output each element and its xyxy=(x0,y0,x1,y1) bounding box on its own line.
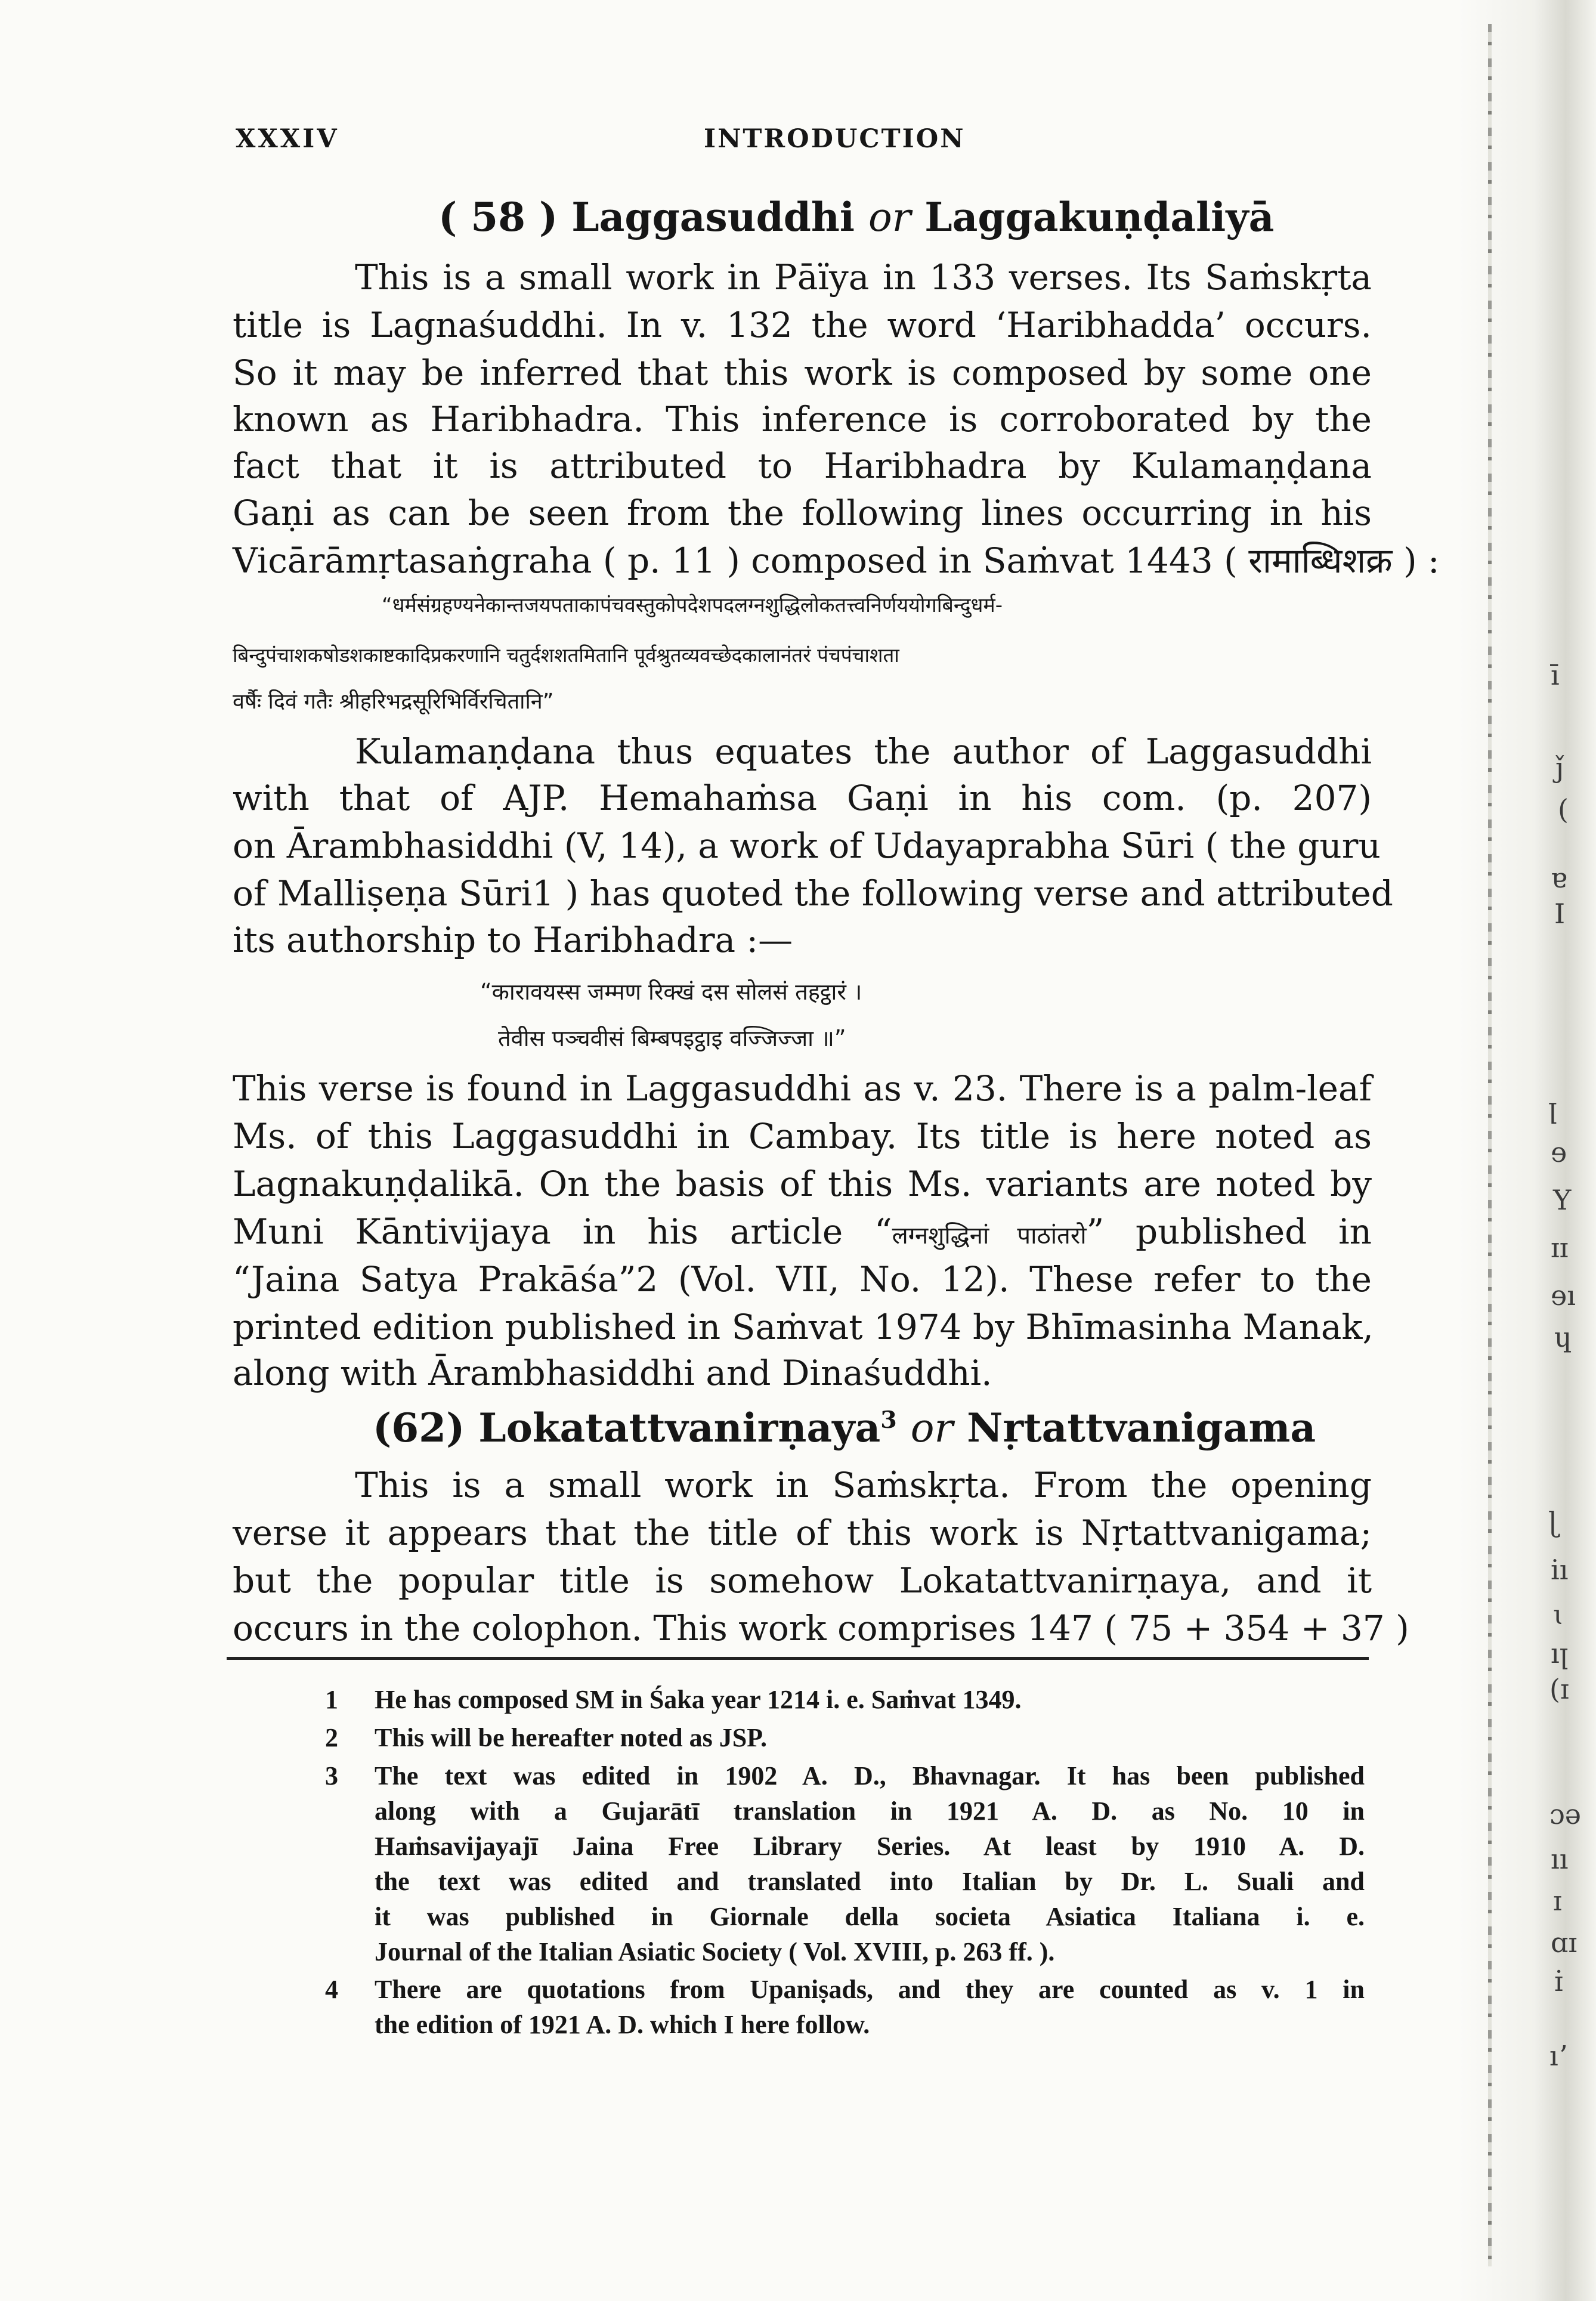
footnote-number: 4 xyxy=(325,1975,338,2004)
bleed-mark: ɪ̇ xyxy=(1554,1965,1563,1997)
bleed-mark: ɪɪ xyxy=(1551,1232,1569,1264)
bleed-mark: ɑɪ xyxy=(1551,1926,1578,1959)
body-line: Ms. of this Laggasuddhi in Cambay. Its title is here noted as xyxy=(233,1116,1372,1156)
body-line: printed edition published in Saṁvat 1974 by Bhīmasinha Manak, xyxy=(233,1307,1374,1347)
bleed-mark: (ɪ xyxy=(1549,1673,1569,1705)
footnote-text: He has composed SM in Śaka year 1214 i. e. Saṁvat 1349. xyxy=(375,1685,1022,1714)
body-line: This is a small work in Pāïya in 133 verses. Its Saṁskṛta xyxy=(355,257,1372,298)
footnote-rule xyxy=(227,1657,1369,1660)
devanagari-title: लग्नशुद्धिनां पाठांतरो xyxy=(892,1222,1087,1250)
footnote-text: Haṁsavijayajī Jaina Free Library Series. At least by 1910 A. D. xyxy=(375,1832,1365,1861)
body-line: of Malliṣeṇa Sūri1 ) has quoted the following verse and attributed xyxy=(233,873,1393,914)
section-title-alt: Laggakuṇḍaliyā xyxy=(924,194,1275,240)
section-number: ( 58 ) xyxy=(438,194,558,240)
body-text: ” published in xyxy=(1086,1211,1372,1252)
footnote-text: it was published in Giornale della societa Asiatica Italiana i. e. xyxy=(375,1902,1365,1931)
body-line: “Jaina Satya Prakāśa”2 (Vol. VII, No. 12). These refer to the xyxy=(233,1259,1372,1300)
bleed-mark: ɪ xyxy=(1553,1885,1562,1917)
bleed-mark: ī xyxy=(1551,659,1560,691)
section-heading-58 xyxy=(438,194,1274,240)
body-line: Gaṇi as can be seen from the following lines occurring in his xyxy=(233,493,1372,533)
footnote-text: There are quotations from Upaniṣads, and they are counted as v. 1 in xyxy=(375,1975,1365,2004)
bleed-mark: ıʼ xyxy=(1549,2040,1567,2072)
page-edge-shadow xyxy=(1488,24,1492,2266)
body-line: Kulamaṇḍana thus equates the author of Laggasuddhi xyxy=(355,731,1372,772)
bleed-mark: ıı xyxy=(1551,1843,1569,1875)
bleed-mark: iı xyxy=(1551,1554,1569,1586)
body-line: Lagnakuṇḍalikā. On the basis of this Ms. variants are noted by xyxy=(233,1164,1372,1204)
bleed-mark: ɘ xyxy=(1551,1136,1567,1168)
section-title: Lokatattvanirṇaya xyxy=(478,1405,881,1451)
prakrit-verse-line: तेवीस पञ्चवीसं बिम्बपइट्ठाइ वज्जिज्जा ॥” xyxy=(498,1025,846,1051)
bleed-mark: ıꞁ xyxy=(1551,1637,1569,1669)
running-title: INTRODUCTION xyxy=(704,124,966,154)
body-line: occurs in the colophon. This work comprises 147 ( 75 + 354 + 37 ) xyxy=(233,1608,1409,1649)
body-line: known as Haribhadra. This inference is corroborated by the xyxy=(233,399,1372,440)
body-line: Vicārāmṛtasaṅgraha ( p. 11 ) composed in Saṁvat 1443 ( रामाब्धिशक्र ) : xyxy=(233,540,1440,581)
body-line: its authorship to Haribhadra :— xyxy=(233,920,793,960)
body-line: verse it appears that the title of this work is Nṛtattvanigama; xyxy=(233,1513,1372,1553)
section-number: (62) xyxy=(373,1405,465,1451)
footnote-text: the text was edited and translated into Italian by Dr. L. Suali and xyxy=(375,1867,1365,1896)
body-line: This verse is found in Laggasuddhi as v. 23. There is a palm-leaf xyxy=(233,1068,1372,1109)
footnote-text: Journal of the Italian Asiatic Society ( Vol. XVIII, p. 263 ff. ). xyxy=(375,1937,1055,1966)
bleed-mark: ɐ xyxy=(1551,862,1567,894)
sanskrit-quote-line: “धर्मसंग्रहण्यनेकान्तजयपताकापंचवस्तुकोपदेशपदलग्नशुद्धिलोकतत्त्वनिर्णययोगबिन्दुधर्म- xyxy=(382,593,1003,617)
footnote-ref: 3 xyxy=(880,1406,897,1434)
body-line: So it may be inferred that this work is composed by some one xyxy=(233,352,1372,393)
prakrit-verse-line: “कारावयस्स जम्मण रिक्खं दस सोलसं तहट्ठारं । xyxy=(480,979,862,1005)
bleed-mark: ( xyxy=(1558,793,1569,825)
footnote-text: the edition of 1921 A. D. which I here follow. xyxy=(375,2010,870,2039)
section-title: Laggasuddhi xyxy=(571,194,855,240)
page-number: XXXIV xyxy=(236,124,339,154)
section-title-conjunction: or xyxy=(910,1405,954,1451)
bleed-mark: ɥ xyxy=(1554,1321,1572,1353)
footnote-text: The text was edited in 1902 A. D., Bhavnagar. It has been published xyxy=(375,1761,1365,1790)
body-line xyxy=(233,1208,1372,1260)
body-text: Muni Kāntivijaya in his article “ xyxy=(233,1211,892,1252)
sanskrit-quote-line: वर्षैः दिवं गतैः श्रीहरिभद्रसूरिभिर्विरचितानि” xyxy=(233,689,554,714)
footnote-number: 2 xyxy=(325,1723,338,1752)
body-line: title is Lagnaśuddhi. In v. 132 the word ‘Haribhadda’ occurs. xyxy=(233,305,1372,345)
bleed-mark: I xyxy=(1554,898,1566,930)
body-line: on Ārambhasiddhi (V, 14), a work of Udayaprabha Sūri ( the guru xyxy=(233,825,1381,866)
section-heading-62 xyxy=(373,1405,1316,1451)
body-line: but the popular title is somehow Lokatattvanirṇaya, and it xyxy=(233,1560,1372,1601)
section-title-alt: Nṛtattvanigama xyxy=(967,1405,1316,1451)
bleed-mark: ɭ xyxy=(1548,1506,1558,1538)
body-line: along with Ārambhasiddhi and Dinaśuddhi. xyxy=(233,1353,992,1393)
body-line: fact that it is attributed to Haribhadra by Kulamaṇḍana xyxy=(233,446,1372,486)
footnote-text: along with a Gujarātī translation in 1921 A. D. as No. 10 in xyxy=(375,1796,1365,1826)
bleed-mark: ɔə xyxy=(1549,1798,1581,1830)
section-title-conjunction: or xyxy=(868,194,911,240)
footnote-number: 1 xyxy=(325,1685,338,1714)
sanskrit-quote-line: बिन्दुपंचाशकषोडशकाष्टकादिप्रकरणानि चतुर्दशशतमितानि पूर्वश्रुतव्यवच्छेदकालानंतरं पंचपंचाशता xyxy=(233,644,899,667)
bleed-mark: ɩ xyxy=(1553,1598,1564,1631)
bleed-mark: ǰ xyxy=(1555,751,1564,784)
body-line: with that of AJP. Hemahaṁsa Gaṇi in his com. (p. 207) xyxy=(233,778,1372,818)
footnote-text: This will be hereafter noted as JSP. xyxy=(375,1723,768,1752)
body-line: This is a small work in Saṁskṛta. From the opening xyxy=(355,1465,1372,1505)
bleed-mark: Y xyxy=(1553,1184,1572,1216)
footnote-number: 3 xyxy=(325,1761,338,1790)
bleed-mark: ꞁ xyxy=(1548,1091,1557,1124)
bleed-mark: ɘı xyxy=(1551,1279,1576,1312)
